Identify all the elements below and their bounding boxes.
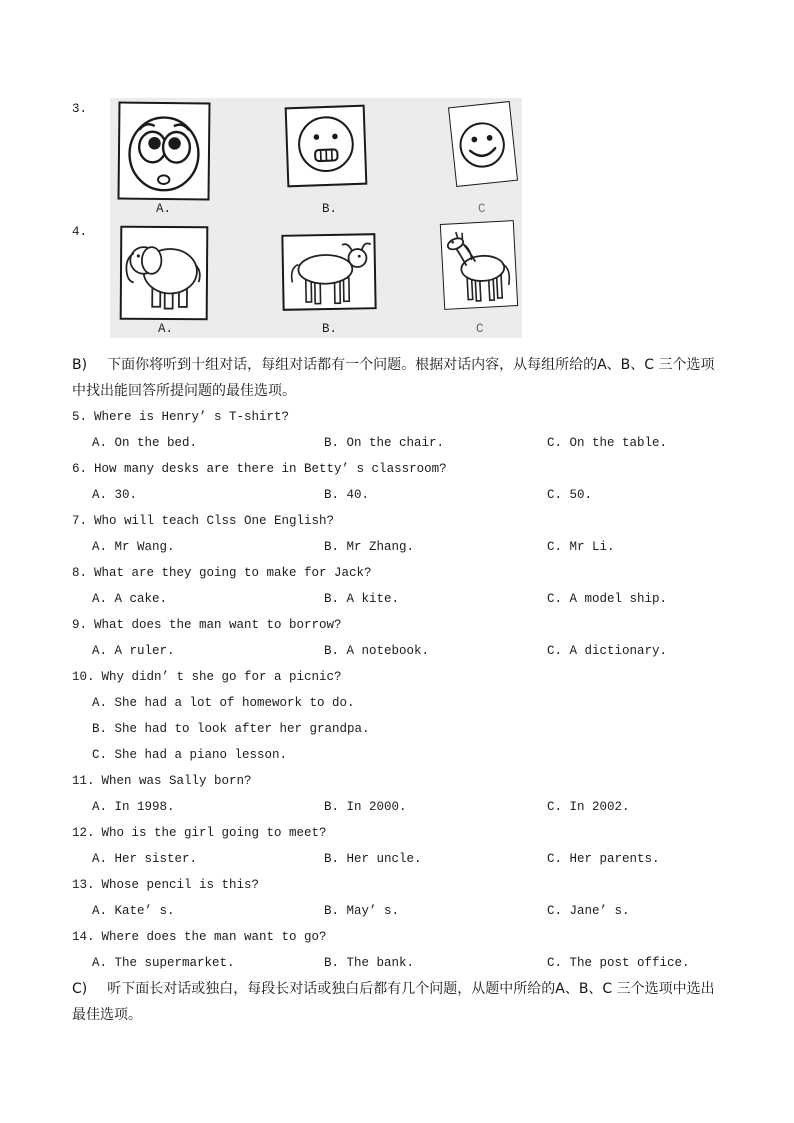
question-text: Why didn’ t she go for a picnic? [101, 670, 342, 684]
option-b: B. In 2000. [324, 800, 407, 814]
question-text: What does the man want to borrow? [94, 618, 342, 632]
question-text: Who will teach Clss One English? [94, 514, 335, 528]
elephant-icon [124, 230, 205, 317]
option-b: B. 40. [324, 488, 370, 502]
option-b: B. Her uncle. [324, 852, 422, 866]
picture-4c-frame [440, 220, 518, 310]
option-a: A. In 1998. [92, 800, 175, 814]
grimace-face-icon [288, 108, 365, 185]
question-number: 14. [72, 930, 95, 944]
section-b-label: B) [72, 357, 88, 373]
surprised-face-icon [120, 104, 209, 199]
option-c: C. On the table. [547, 436, 668, 450]
question-text: Where does the man want to go? [101, 930, 327, 944]
question-text: What are they going to make for Jack? [94, 566, 372, 580]
question-11 [72, 768, 726, 820]
question-text: Whose pencil is this? [101, 878, 260, 892]
question-5 [72, 404, 726, 456]
question-12 [72, 820, 726, 872]
option-b: B. She had to look after her grandpa. [92, 722, 370, 736]
option-a: A. A cake. [92, 592, 168, 606]
picture-3a-label: A. [156, 202, 172, 216]
option-a: A. She had a lot of homework to do. [92, 696, 355, 710]
option-b: B. A notebook. [324, 644, 430, 658]
question-6 [72, 456, 726, 508]
option-b: B. The bank. [324, 956, 415, 970]
question-number: 12. [72, 826, 95, 840]
question-text: Who is the girl going to meet? [101, 826, 327, 840]
question-7 [72, 508, 726, 560]
horse-icon [443, 223, 515, 306]
picture-4a-label: A. [158, 322, 174, 336]
picture-4b-label: B. [322, 322, 338, 336]
question-number: 8. [72, 566, 88, 580]
option-a: A. Her sister. [92, 852, 198, 866]
option-c: C. She had a piano lesson. [92, 748, 288, 762]
question-number: 10. [72, 670, 95, 684]
option-b: B. A kite. [324, 592, 400, 606]
question-8 [72, 560, 726, 612]
question-number: 13. [72, 878, 95, 892]
picture-3b-frame [285, 105, 368, 188]
question-number: 5. [72, 410, 88, 424]
option-c: C. Mr Li. [547, 540, 615, 554]
picture-4a-frame [120, 226, 209, 321]
question-number: 11. [72, 774, 95, 788]
question-number: 7. [72, 514, 88, 528]
section-b-instructions [72, 352, 726, 404]
picture-3b-label: B. [322, 202, 338, 216]
option-c: C. A dictionary. [547, 644, 668, 658]
question-9 [72, 612, 726, 664]
option-c: C. A model ship. [547, 592, 668, 606]
option-b: B. On the chair. [324, 436, 445, 450]
question-10 [72, 664, 726, 768]
picture-3a-frame [117, 102, 210, 201]
option-c: C. 50. [547, 488, 593, 502]
picture-options-panel [110, 98, 522, 338]
option-b: B. May’ s. [324, 904, 400, 918]
picture-3c-label: C [478, 202, 486, 216]
question-text: Where is Henry’ s T-shirt? [94, 410, 290, 424]
question-number: 6. [72, 462, 88, 476]
option-c: C. The post office. [547, 956, 690, 970]
question-list [72, 352, 726, 1028]
smiley-face-icon [450, 104, 515, 184]
option-a: A. The supermarket. [92, 956, 235, 970]
option-c: C. Jane’ s. [547, 904, 630, 918]
picture-question-4-number: 4. [72, 225, 88, 239]
section-c-text: 听下面长对话或独白，每段长对话或独白后都有几个问题，从题中所给的A、B、C 三个选项中选出最佳选项。 [72, 981, 715, 1023]
picture-4b-frame [281, 233, 376, 311]
picture-4c-label: C [476, 322, 484, 336]
option-a: A. Kate’ s. [92, 904, 175, 918]
option-a: A. A ruler. [92, 644, 175, 658]
option-a: A. On the bed. [92, 436, 198, 450]
question-text: When was Sally born? [101, 774, 252, 788]
question-14 [72, 924, 726, 976]
section-c-instructions [72, 976, 726, 1028]
option-c: C. In 2002. [547, 800, 630, 814]
option-a: A. 30. [92, 488, 138, 502]
section-c-label: C) [72, 981, 88, 997]
option-b: B. Mr Zhang. [324, 540, 415, 554]
question-text: How many desks are there in Betty’ s classroom? [94, 462, 447, 476]
question-number: 9. [72, 618, 88, 632]
picture-3c-frame [448, 101, 518, 187]
cow-icon [284, 236, 373, 308]
option-c: C. Her parents. [547, 852, 660, 866]
option-a: A. Mr Wang. [92, 540, 175, 554]
question-13 [72, 872, 726, 924]
section-b-text: 下面你将听到十组对话，每组对话都有一个问题。根据对话内容，从每组所给的A、B、C 三个选项中找出能回答所提问题的最佳选项。 [72, 357, 715, 399]
picture-question-3-number: 3. [72, 102, 88, 116]
